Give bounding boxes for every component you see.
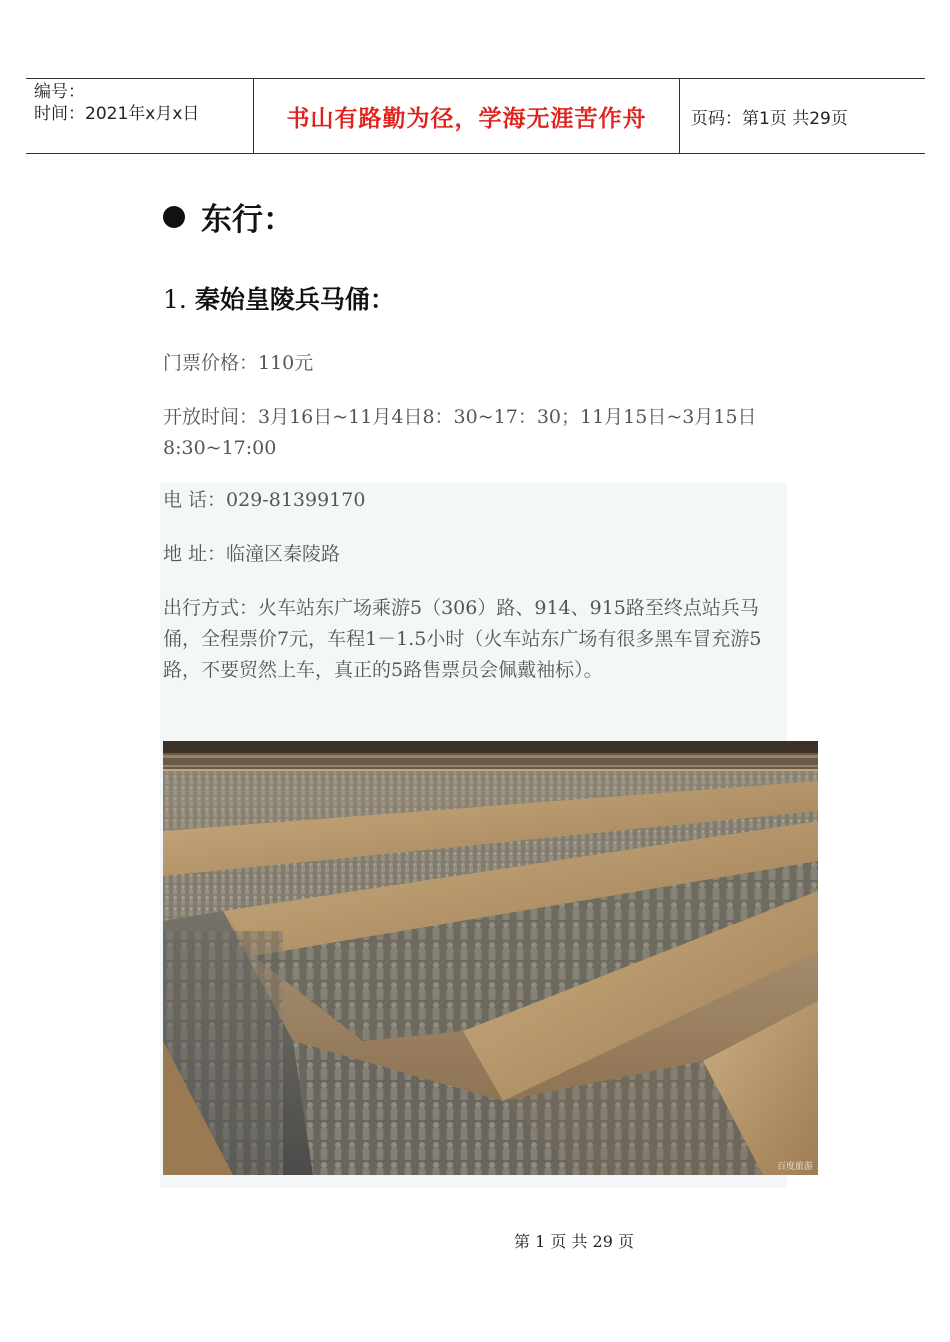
section-title: 东行： — [201, 202, 294, 238]
document-number-label: 编号： — [34, 82, 85, 102]
document-header — [26, 78, 925, 154]
bullet-icon — [163, 206, 185, 228]
document-time-label: 时间：2021年x月x日 — [34, 104, 200, 124]
opening-hours: 开放时间：3月16日~11月4日8：30~17：30；11月15日~3月15日8:30~17:00 — [163, 406, 757, 459]
terracotta-army-photo — [163, 741, 818, 1175]
attraction-name: 秦始皇陵兵马俑： — [194, 285, 395, 314]
section-heading — [163, 194, 294, 239]
ticket-price: 门票价格：110元 — [163, 352, 314, 374]
address: 地 址：临潼区秦陵路 — [163, 543, 341, 565]
header-page-label: 页码：第1页 共29页 — [691, 108, 848, 129]
photo-watermark: 百度旅游 — [776, 1162, 813, 1172]
page-footer: 第 1 页 共 29 页 — [514, 1232, 634, 1251]
attraction-heading — [163, 280, 395, 316]
header-motto-cell — [254, 79, 680, 153]
header-page-cell — [680, 79, 925, 153]
header-motto: 书山有路勤为径，学海无涯苦作舟 — [286, 105, 647, 132]
phone-number: 电 话：029-81399170 — [163, 489, 366, 511]
transport-info: 出行方式：火车站东广场乘游5（306）路、914、915路至终点站兵马俑，全程票价7元，车程1－1.5小时（火车站东广场有很多黑车冒充游5路，不要贸然上车，真正的5路售票员会佩戴袖标）。 — [163, 597, 762, 681]
header-meta-cell — [26, 79, 254, 153]
attraction-number: 1. — [163, 285, 187, 314]
